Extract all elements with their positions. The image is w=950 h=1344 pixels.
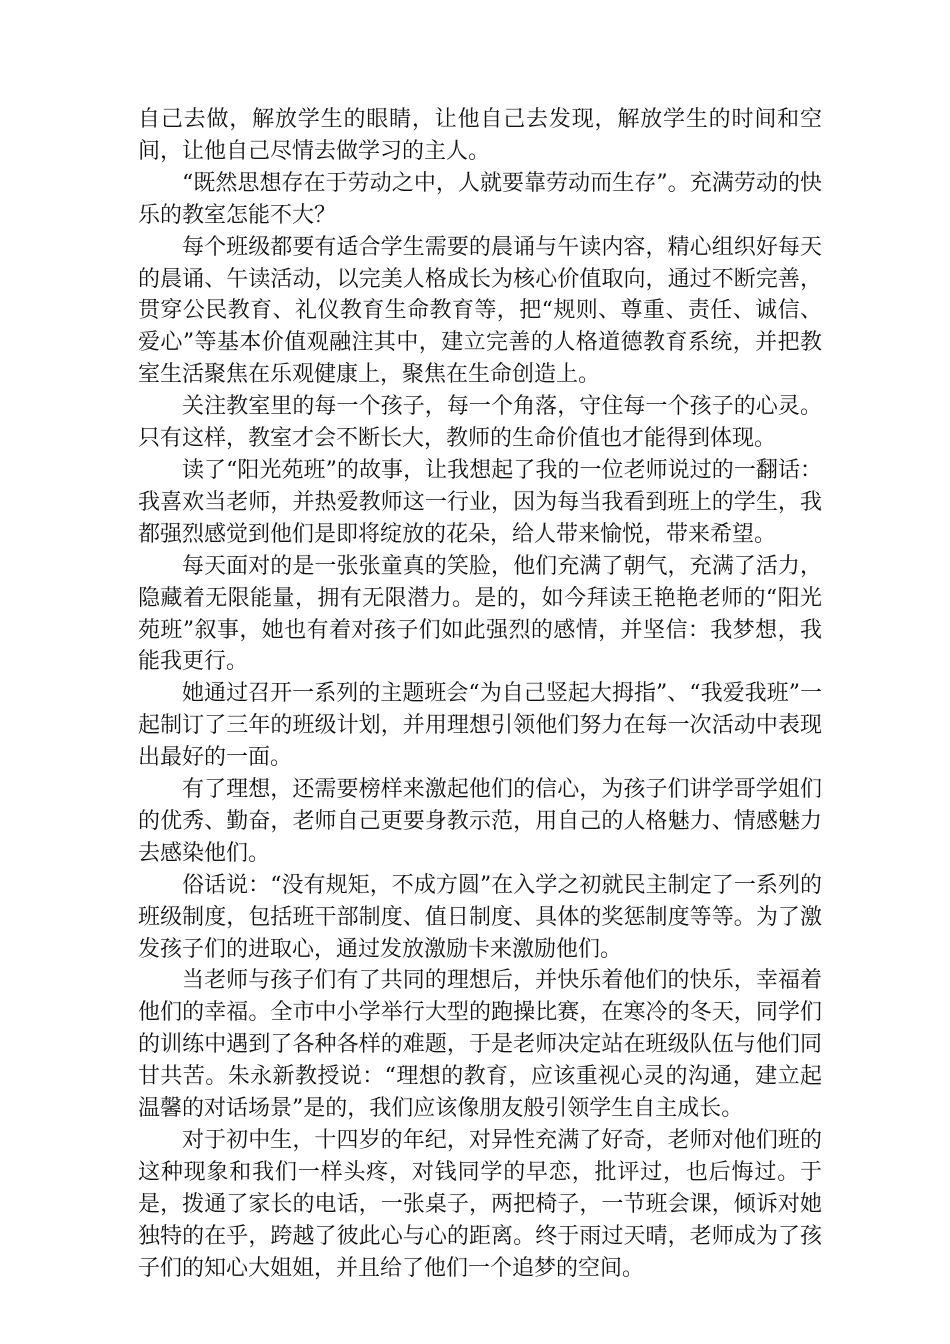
paragraph-3: 每个班级都要有适合学生需要的晨诵与午读内容，精心组织好每天的晨诵、午读活动，以完美人格成长为核心价值取向，通过不断完善，贯穿公民教育、礼仪教育生命教育等，把“规则、尊重、责任、诚信、爱心”等基本价值观融注其中，建立完善的人格道德教育系统，并把教室生活聚焦在乐观健康上，聚焦在生命创造上。: [138, 234, 822, 388]
paragraph-8: 有了理想，还需要榜样来激起他们的信心，为孩子们讲学哥学姐们的优秀、勤奋，老师自己更要身教示范，用自己的人格魅力、情感魅力去感染他们。: [138, 777, 822, 866]
paragraph-1: 自己去做，解放学生的眼睛，让他自己去发现，解放学生的时间和空间，让他自己尽情去做学习的主人。: [138, 107, 822, 164]
document-body: [138, 104, 822, 1285]
paragraph-9: 俗话说：“没有规矩，不成方圆”在入学之初就民主制定了一系列的班级制度，包括班干部制度、值日制度、具体的奖惩制度等等。为了激发孩子们的进取心，通过发放激励卡来激励他们。: [138, 872, 822, 962]
paragraph-6: 每天面对的是一张张童真的笑脸，他们充满了朝气，充满了活力，隐藏着无限能量，拥有无限潜力。是的，如今拜读王艳艳老师的“阳光苑班”叙事，她也有着对孩子们如此强烈的感情，并坚信：我梦想，我能我更行。: [138, 553, 822, 675]
paragraph-10: 当老师与孩子们有了共同的理想后，并快乐着他们的快乐，幸福着他们的幸福。全市中小学举行大型的跑操比赛，在寒冷的冬天，同学们的训练中遇到了各种各样的难题，于是老师决定站在班级队伍与他们同甘共苦。朱永新教授说：“理想的教育，应该重视心灵的沟通，建立起温馨的对话场景”是的，我们应该像朋友般引领学生自主成长。: [138, 968, 822, 1122]
paragraph-11: 对于初中生，十四岁的年纪，对异性充满了好奇，老师对他们班的这种现象和我们一样头疼，对钱同学的早恋，批评过，也后悔过。于是，拨通了家长的电话，一张桌子，两把椅子，一节班会课，倾诉对她独特的在乎，跨越了彼此心与心的距离。终于雨过天晴，老师成为了孩子们的知心大姐姐，并且给了他们一个追梦的空间。: [138, 1128, 822, 1281]
paragraph-2: “既然思想存在于劳动之中，人就要靠劳动而生存”。充满劳动的快乐的教室怎能不大？: [138, 170, 822, 228]
paragraph-7: 她通过召开一系列的主题班会“为自己竖起大拇指”、“我爱我班”一起制订了三年的班级计划，并用理想引领他们努力在每一次活动中表现出最好的一面。: [138, 681, 822, 771]
paragraph-4: 关注教室里的每一个孩子，每一个角落，守住每一个孩子的心灵。只有这样，教室才会不断长大，教师的生命价值也才能得到体现。: [138, 394, 822, 452]
paragraph-5: 读了“阳光苑班”的故事，让我想起了我的一位老师说过的一翻话：我喜欢当老师，并热爱教师这一行业，因为每当我看到班上的学生，我都强烈感觉到他们是即将绽放的花朵，给人带来愉悦，带来希望。: [138, 457, 822, 547]
